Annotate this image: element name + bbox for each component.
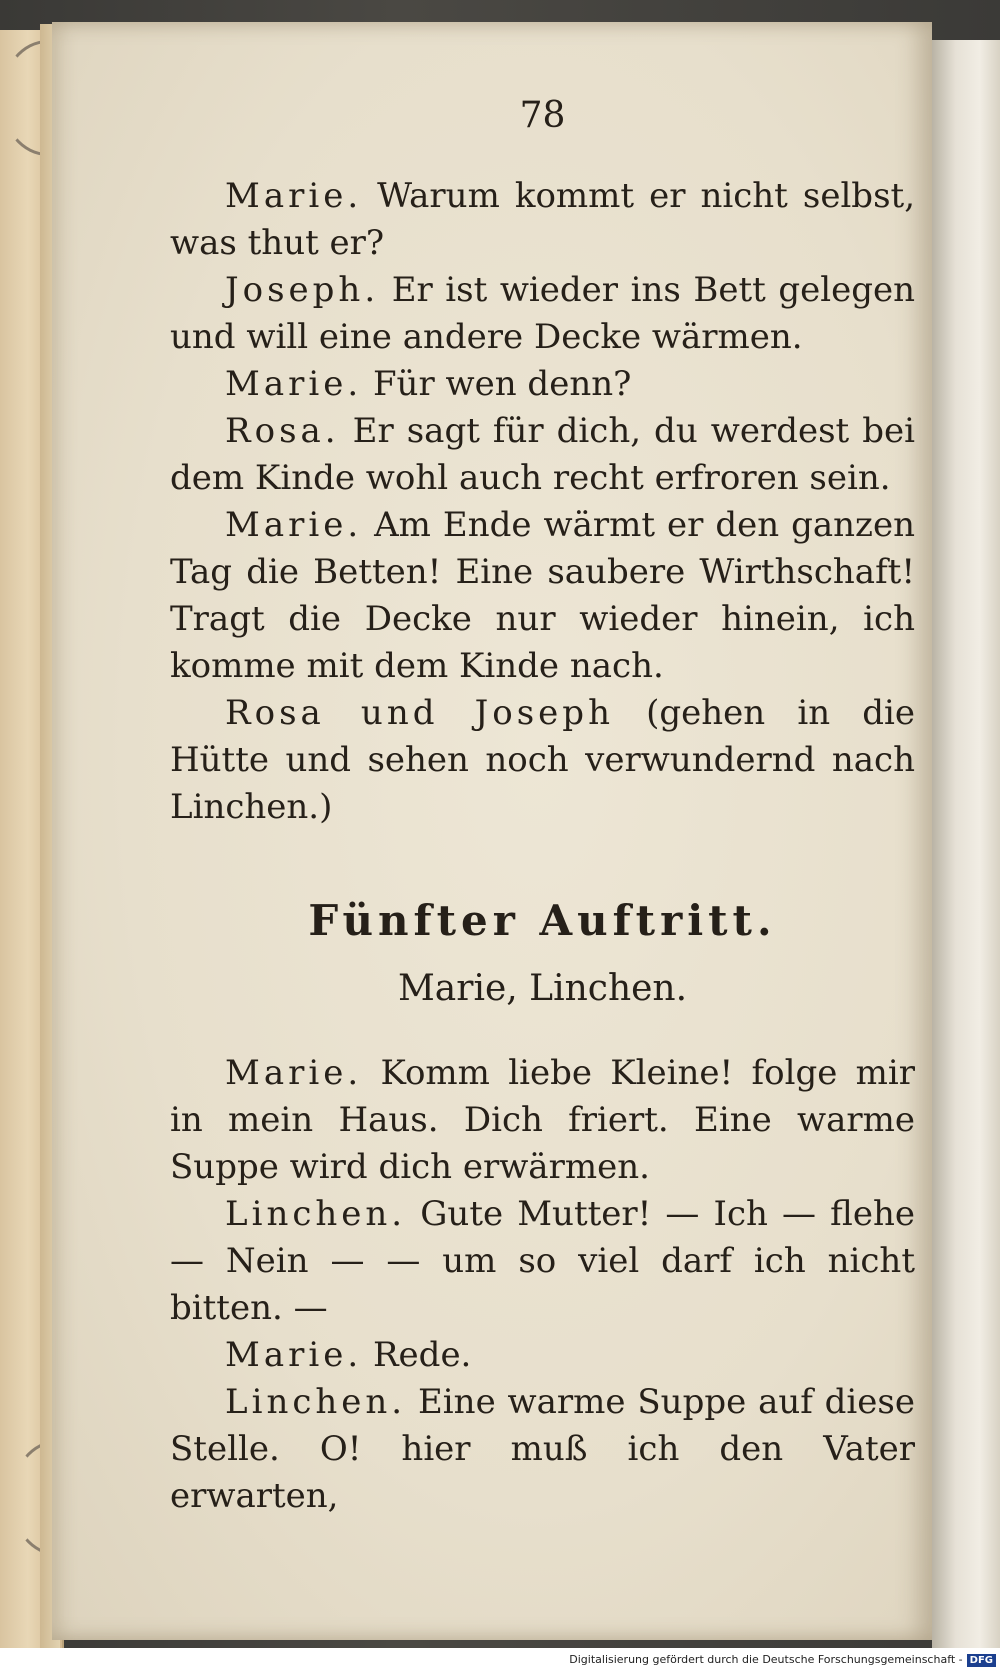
dialogue-paragraph — [170, 408, 915, 502]
dialogue-text: Für wen denn? — [372, 364, 632, 404]
speaker-name: Linchen. — [225, 1382, 407, 1422]
speaker-name: Joseph. — [225, 270, 380, 310]
speaker-name: Marie. — [225, 505, 363, 545]
speaker-name: Linchen. — [225, 1194, 407, 1234]
dialogue-paragraph — [170, 1379, 915, 1520]
dialogue-text: Er sagt für dich, du werdest bei dem Kinde wohl auch recht erfroren sein. — [170, 411, 915, 498]
speaker-name: Rosa und Joseph — [225, 693, 614, 733]
speaker-name: Marie. — [225, 1335, 363, 1375]
page-text — [170, 70, 915, 1520]
dialogue-paragraph — [170, 361, 915, 408]
dialogue-text: Er ist wieder ins Bett gelegen und will eine andere Decke wärmen. — [170, 270, 915, 357]
facing-page-edge — [932, 40, 1000, 1648]
dialogue-text: Rede. — [372, 1335, 472, 1375]
scene-characters: Marie, Linchen. — [397, 968, 688, 1009]
stage-direction-text: (gehen in die Hütte und sehen noch verwundernd nach Linchen.) — [170, 693, 916, 827]
dialogue-text: Komm liebe Kleine! folge mir in mein Haus. Dich friert. Eine warme Suppe wird dich erwärmen. — [170, 1053, 915, 1187]
dialogue-paragraph — [170, 173, 915, 267]
credit-text: Digitalisierung gefördert durch die Deutsche Forschungsgemeinschaft - — [569, 1653, 963, 1666]
dfg-logo: DFG — [967, 1654, 996, 1667]
dialogue-text: Warum kommt er nicht selbst, was thut er? — [170, 176, 915, 263]
dialogue-paragraph — [170, 502, 915, 690]
page-number: 78 — [519, 95, 566, 136]
dialogue-paragraph — [170, 1332, 915, 1379]
speaker-name: Rosa. — [225, 411, 340, 451]
scene-heading: Fünfter Auftritt. — [308, 896, 777, 945]
stage-direction — [170, 690, 915, 831]
speaker-name: Marie. — [225, 364, 363, 404]
speaker-name: Marie. — [225, 176, 363, 216]
digitization-credit — [0, 1650, 996, 1670]
dialogue-text: Gute Mutter! — Ich — flehe — Nein — — um so viel darf ich nicht bitten. — — [170, 1194, 915, 1328]
dialogue-text: Eine warme Suppe auf diese Stelle. O! hier muß ich den Vater erwarten, — [170, 1382, 915, 1516]
speaker-name: Marie. — [225, 1053, 363, 1093]
dialogue-paragraph — [170, 1050, 915, 1191]
dialogue-text: Am Ende wärmt er den ganzen Tag die Betten! Eine saubere Wirthschaft! Tragt die Decke nur wieder hinein, ich komme mit dem Kinde nach. — [170, 505, 915, 686]
dialogue-paragraph — [170, 267, 915, 361]
dialogue-paragraph — [170, 1191, 915, 1332]
